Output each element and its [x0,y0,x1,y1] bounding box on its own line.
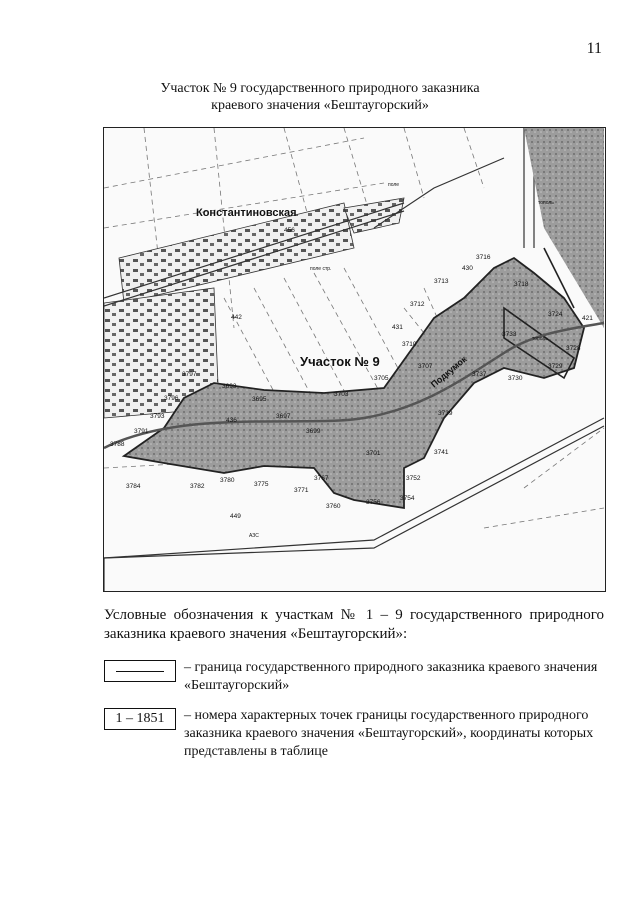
title-line-1: Участок № 9 государственного природного заказника [160,81,480,96]
point-label-3760: 3760 [326,503,341,510]
point-label-421: 421 [582,315,593,322]
point-label-3788: 3788 [110,441,125,448]
page-number: 11 [586,40,602,57]
map-note-5: тополь [532,336,548,342]
point-label-442: 442 [231,314,242,321]
point-label-3793: 3793 [150,413,165,420]
page-title [0,80,640,114]
point-label-3693: 3693 [222,383,237,390]
point-label-3710: 3710 [402,341,417,348]
point-label-3697: 3697 [276,413,291,420]
locality-label: Константиновская [196,207,297,219]
point-label-3771: 3771 [294,487,309,494]
legend-title: Условные обозначения к участкам № 1 – 9 государственного природного заказника краевого значения «Бештаугорский»: [104,607,604,642]
point-label-3791: 3791 [134,428,149,435]
title-line-2: краевого значения «Бештаугорский» [211,98,429,113]
point-label-3728: 3728 [566,345,581,352]
point-label-3703: 3703 [334,391,349,398]
point-label-3782: 3782 [190,483,205,490]
point-label-3775: 3775 [254,481,269,488]
legend-item-points [104,708,604,768]
point-label-3699: 3699 [306,428,321,435]
point-label-3737: 3737 [472,371,487,378]
point-label-436: 436 [226,417,237,424]
point-number-symbol: 1 – 1851 [104,708,176,730]
point-label-456: 456 [284,227,295,234]
point-label-3752: 3752 [406,475,421,482]
point-label-3716: 3716 [476,254,491,261]
point-label-3797: 3797 [182,371,197,378]
point-label-3724: 3724 [548,311,563,318]
point-label-3784: 3784 [126,483,141,490]
point-label-3754: 3754 [400,495,415,502]
site-map [103,127,606,592]
map-note-4: АЗС [249,533,259,539]
area-label: Участок № 9 [300,354,380,369]
point-label-3713: 3713 [434,278,449,285]
map-note-1: поле [388,182,400,188]
point-label-449: 449 [230,513,241,520]
point-label-3741: 3741 [434,449,449,456]
point-label-3739: 3739 [438,410,453,417]
point-label-3705: 3705 [374,375,389,382]
point-label-3780: 3780 [220,477,235,484]
map-note-2: тополь [538,200,554,206]
map-note-3: поле стр. [310,266,332,272]
point-label-3729: 3729 [548,363,563,370]
point-label-430: 430 [462,265,473,272]
point-label-431: 431 [392,324,403,331]
point-label-3701: 3701 [366,450,381,457]
point-label-3733: 3733 [502,331,517,338]
legend-text-boundary: – граница государственного природного заказника краевого значения «Бештаугорский» [184,660,598,693]
point-label-3767: 3767 [314,475,329,482]
point-label-3730: 3730 [508,375,523,382]
point-label-3718: 3718 [514,281,529,288]
point-label-3796: 3796 [164,395,179,402]
boundary-line-symbol [104,660,176,682]
point-label-3707: 3707 [418,363,433,370]
settlement-blocks [104,198,404,418]
river-label: Подкумок [428,353,469,390]
legend-text-points: – номера характерных точек границы государственного природного заказника краевого значения «Бештаугорский», координаты которых представлены в таблице [184,708,594,759]
legend-item-boundary [104,660,604,700]
point-label-3695: 3695 [252,396,267,403]
point-label-3756: 3756 [366,499,381,506]
point-label-3712: 3712 [410,301,425,308]
